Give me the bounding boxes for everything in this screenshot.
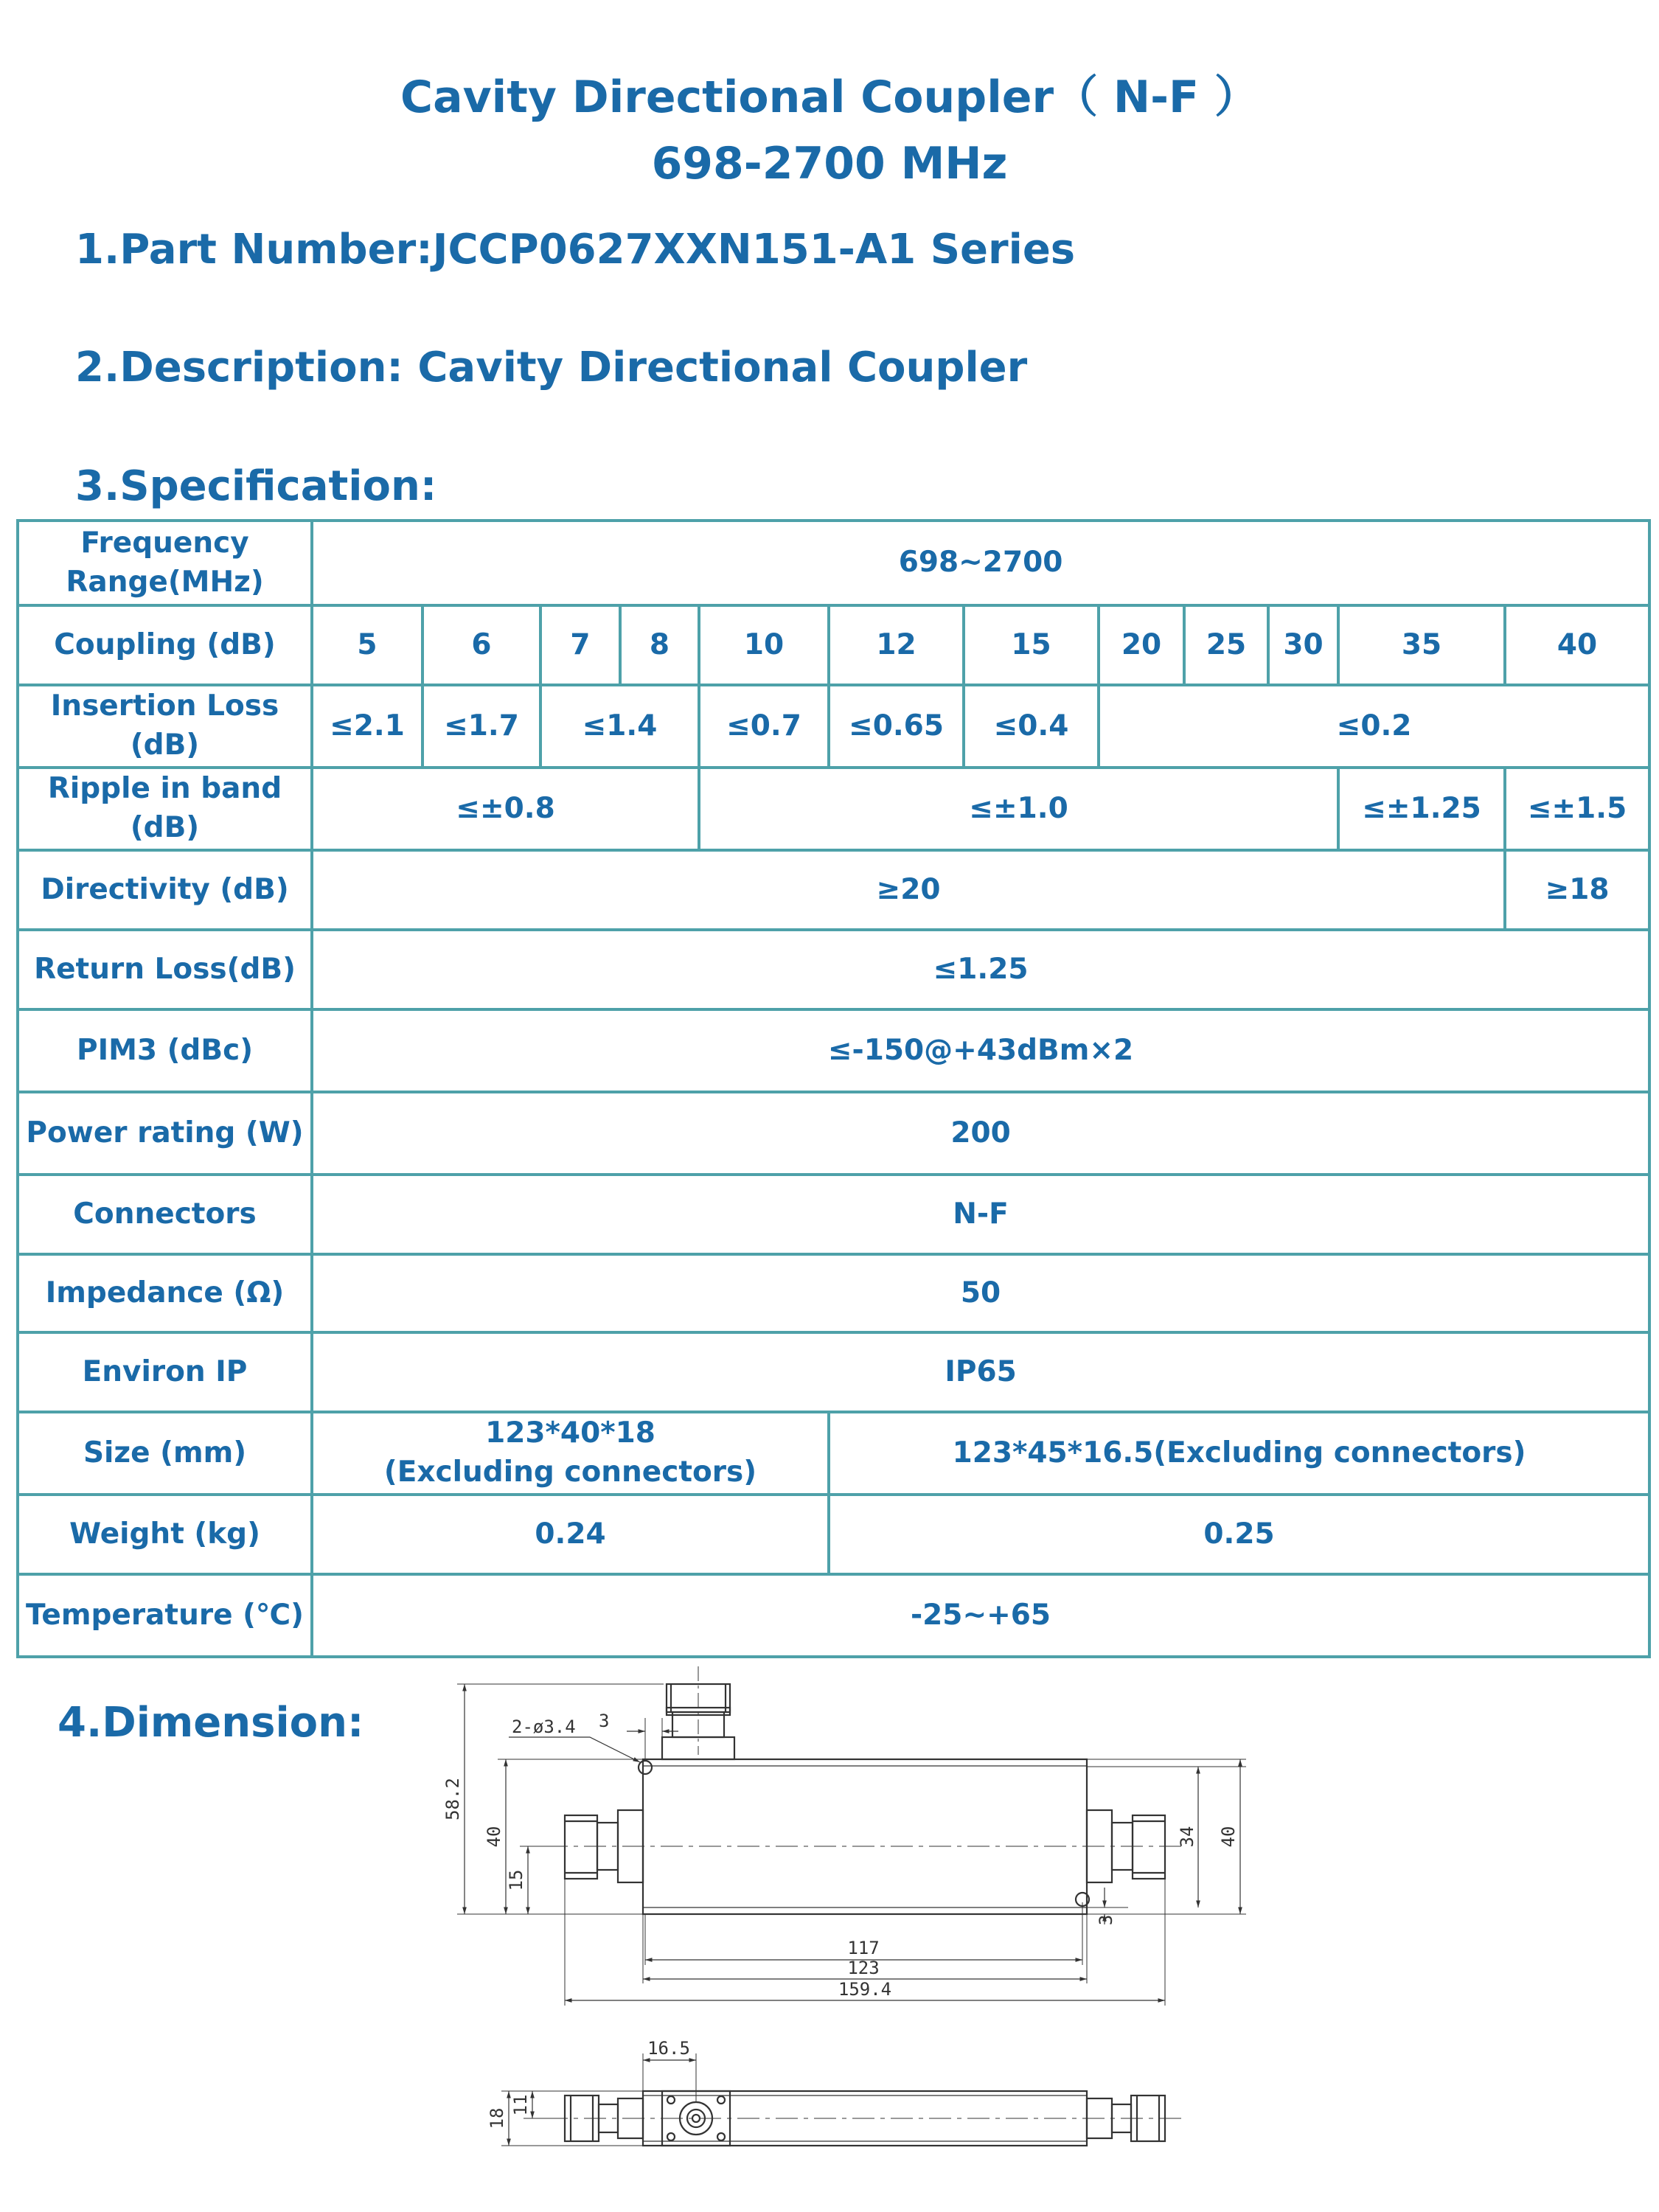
specification-heading: 3.Specification: (75, 462, 437, 510)
side-view-drawing (501, 2053, 1187, 2146)
coupling-label: Coupling (dB) (18, 605, 312, 685)
side-view-dimension-labels (487, 2038, 690, 2129)
dim-label: 34 (1177, 1826, 1197, 1848)
temperature-value: -25~+65 (312, 1574, 1649, 1657)
dim-label: 3 (599, 1711, 610, 1731)
directivity-value: ≥20 (312, 850, 1505, 930)
coupling-value: 15 (964, 605, 1099, 685)
directivity-value: ≥18 (1505, 850, 1649, 930)
environ-label: Environ IP (18, 1332, 312, 1412)
coupling-value: 20 (1099, 605, 1184, 685)
coupling-value: 5 (312, 605, 422, 685)
description-heading: 2.Description: Cavity Directional Coupler (75, 344, 1028, 392)
power-value: 200 (312, 1092, 1649, 1175)
weight-value: 0.25 (829, 1495, 1649, 1574)
size-value: 123*40*18 (Excluding connectors) (312, 1412, 829, 1495)
dim-label: 2-ø3.4 (512, 1717, 576, 1737)
return-loss-value: ≤1.25 (312, 930, 1649, 1009)
coupling-value: 35 (1338, 605, 1505, 685)
dim-label: 40 (1218, 1826, 1239, 1848)
insertion-loss-value: ≤0.65 (829, 685, 964, 768)
dim-label: 18 (487, 2107, 507, 2129)
size-value: 123*45*16.5(Excluding connectors) (829, 1412, 1649, 1495)
dim-label: 58.2 (442, 1778, 463, 1820)
ripple-value: ≤±0.8 (312, 768, 699, 850)
pim3-label: PIM3 (dBc) (18, 1009, 312, 1092)
coupling-value: 7 (540, 605, 620, 685)
top-view-dimension-labels (442, 1711, 1239, 2000)
weight-label: Weight (kg) (18, 1495, 312, 1574)
part-number-heading: 1.Part Number:JCCP0627XXN151-A1 Series (75, 226, 1076, 274)
dimension-heading: 4.Dimension: (58, 1699, 364, 1747)
pim3-value: ≤-150@+43dBm×2 (312, 1009, 1649, 1092)
coupling-value: 8 (620, 605, 699, 685)
dim-label: 123 (847, 1958, 880, 1978)
power-label: Power rating (W) (18, 1092, 312, 1175)
insertion-loss-value: ≤0.7 (699, 685, 829, 768)
frequency-label: Frequency Range(MHz) (18, 521, 312, 605)
coupling-value: 30 (1268, 605, 1338, 685)
insertion-loss-value: ≤0.2 (1099, 685, 1649, 768)
weight-value: 0.24 (312, 1495, 829, 1574)
coupler-body (643, 1759, 1087, 1914)
ripple-value: ≤±1.25 (1338, 768, 1505, 850)
dim-label: 159.4 (838, 1979, 892, 2000)
ripple-label: Ripple in band (dB) (18, 768, 312, 850)
return-loss-label: Return Loss(dB) (18, 930, 312, 1009)
impedance-label: Impedance (Ω) (18, 1254, 312, 1332)
frequency-value: 698~2700 (312, 521, 1649, 605)
insertion-loss-value: ≤0.4 (964, 685, 1099, 768)
dim-label: 15 (506, 1869, 526, 1891)
insertion-loss-value: ≤1.7 (422, 685, 540, 768)
environ-value: IP65 (312, 1332, 1649, 1412)
connectors-label: Connectors (18, 1175, 312, 1254)
dim-label: 16.5 (647, 2038, 690, 2059)
ripple-value: ≤±1.5 (1505, 768, 1649, 850)
dim-label: 11 (510, 2094, 531, 2116)
temperature-label: Temperature (℃) (18, 1574, 312, 1657)
coupling-value: 40 (1505, 605, 1649, 685)
directivity-label: Directivity (dB) (18, 850, 312, 930)
dim-label: 40 (484, 1826, 504, 1848)
size-label: Size (mm) (18, 1412, 312, 1495)
impedance-value: 50 (312, 1254, 1649, 1332)
ripple-value: ≤±1.0 (699, 768, 1338, 850)
coupling-value: 12 (829, 605, 964, 685)
insertion-loss-value: ≤2.1 (312, 685, 422, 768)
connectors-value: N-F (312, 1175, 1649, 1254)
coupling-value: 25 (1184, 605, 1268, 685)
document-title-line-2: 698-2700 MHz (651, 138, 1008, 189)
dim-label: 117 (847, 1938, 880, 1958)
insertion-loss-label: Insertion Loss (dB) (18, 685, 312, 768)
mounting-hole (639, 1761, 652, 1774)
document-title-line-1: Cavity Directional Coupler（ N-F ） (400, 72, 1259, 123)
dim-label: 3 (1096, 1914, 1116, 1926)
coupling-value: 6 (422, 605, 540, 685)
coupling-value: 10 (699, 605, 829, 685)
insertion-loss-value: ≤1.4 (540, 685, 699, 768)
